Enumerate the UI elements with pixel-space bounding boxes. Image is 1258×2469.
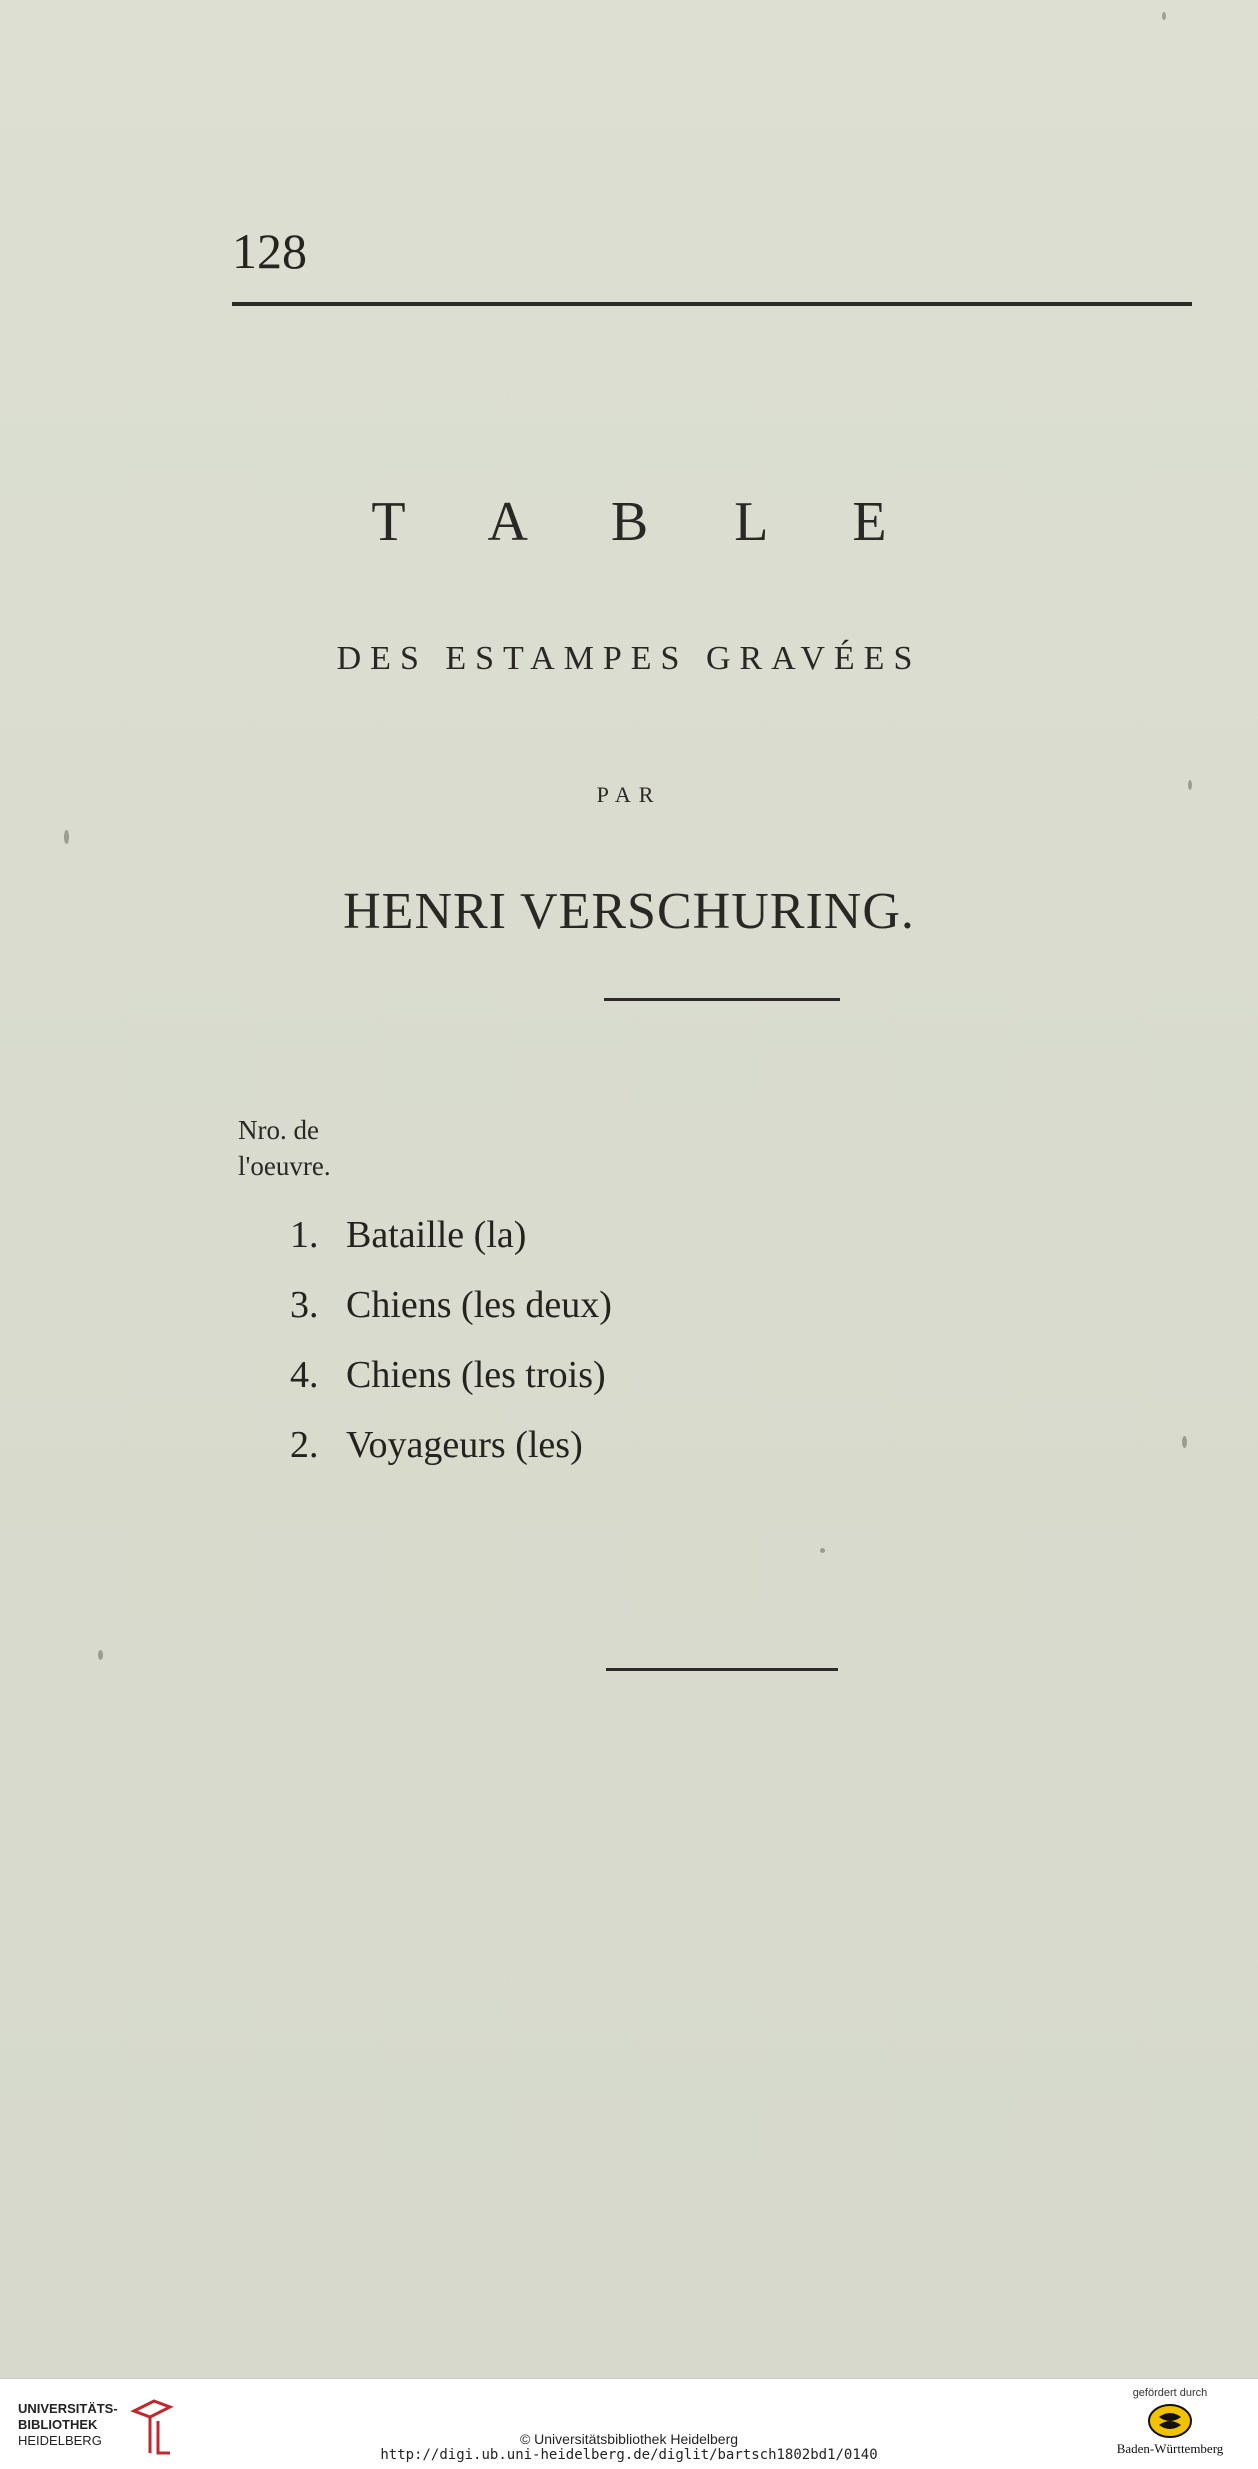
item-number: 1. (290, 1214, 319, 1256)
list-item (290, 1410, 612, 1480)
copyright-text: © Universitätsbibliothek Heidelberg (519, 2431, 739, 2447)
item-number: 3. (290, 1284, 319, 1326)
source-url-link[interactable]: http://digi.ub.uni-heidelberg.de/diglit/bartsch1802bd1/0140 (380, 2447, 878, 2463)
library-name-line: UNIVERSITÄTS- (18, 2401, 118, 2416)
item-title: Voyageurs (les) (346, 1424, 583, 1466)
header-rule (232, 302, 1192, 306)
list-item (290, 1200, 612, 1270)
artist-name: HENRI VERSCHURING. (343, 883, 915, 940)
page-title: T A B L E (371, 491, 923, 553)
baden-wuerttemberg-seal-icon (1147, 2403, 1193, 2439)
paper-speck (820, 1548, 825, 1553)
item-title: Chiens (les trois) (346, 1354, 606, 1396)
library-name-line: BIBLIOTHEK (18, 2417, 98, 2432)
paper-speck (1182, 1436, 1187, 1448)
prints-list (290, 1200, 612, 1480)
footer-bar (0, 2378, 1258, 2469)
list-item (290, 1340, 612, 1410)
item-number: 4. (290, 1354, 319, 1396)
paper-speck (64, 830, 69, 844)
page-subtitle: DES ESTAMPES GRAVÉES (336, 640, 922, 677)
column-header-line: Nro. de (238, 1115, 319, 1145)
closing-rule (606, 1668, 838, 1671)
funded-by-label: gefördert durch (1132, 2387, 1208, 2399)
library-name-line: HEIDELBERG (18, 2433, 102, 2448)
column-header-line: l'oeuvre. (238, 1151, 331, 1181)
column-header (238, 1112, 331, 1184)
paper-speck (1162, 12, 1166, 20)
funder-name: Baden-Württemberg (1116, 2441, 1224, 2456)
by-line: PAR (596, 782, 662, 807)
page-number: 128 (232, 223, 307, 279)
item-title: Bataille (la) (346, 1214, 527, 1256)
paper-speck (1188, 780, 1192, 790)
paper-speck (98, 1650, 103, 1660)
funder-block (1100, 2387, 1240, 2457)
item-number: 2. (290, 1424, 319, 1466)
copyright-notice (0, 2431, 1258, 2463)
item-title: Chiens (les deux) (346, 1284, 612, 1326)
list-item (290, 1270, 612, 1340)
title-rule (604, 998, 840, 1001)
